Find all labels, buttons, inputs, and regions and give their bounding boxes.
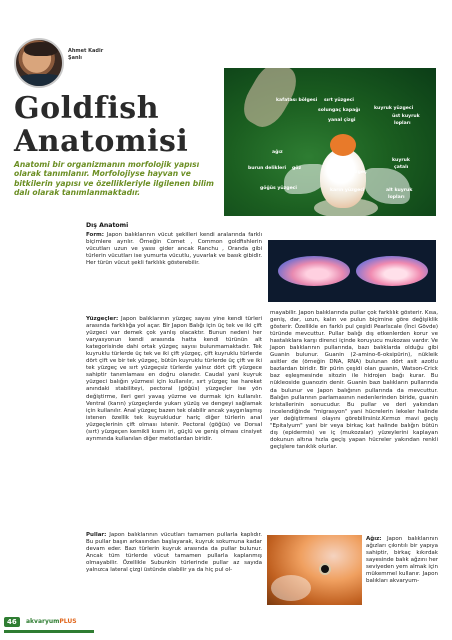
column-1-bottom (86, 532, 262, 578)
label-sirt: sırt yüzgeci (324, 98, 355, 103)
yuzgec-text: Japon balıklarının yüzgeç sayısı yine kendi türleri arasında farklılığa yol açar. Bir Japon Balığı için üç tek ve iki çift yüzgeci var demek çok yanlış olacaktır. Bunun nedeni her varyasyonun kendi arasında hatta kendi türünün alt kategorisinde dahi ortak yüzgeç sayısı bulunmamaktadır. Tek kuyruklu türlerde üç tek ve iki çift yüzgeç, çift kuyruklu türlerde dört çift ve bir tek yüzgeç, bütün kuyruklu türlerde üç çift ve iki tek yüzgeç ve sırt yüzgeçsiz türlerde yalnız dört çift yüzgece sahiptir tanımlaması en doğru olanıdır. Caudal yani kuyruk yüzgeci balığın yüzmesi için kullanılır, sırt yüzgeç ise hareket anındaki stabiliteyi, pectoral (göğüs) yüzgeçler ise yön değiştirme, ileri geri yavaş yüzme ve durmak için kullanılır. Ventral (karın) yüzgeçlerde yukarı yüzüş ve dengeyi sağlamak için kullanılır. Anal yüzgeç bazen tek olabilir ancak yaygınlaşmış istenen özellik tek kuyrukludur hariç diğer türlerin anal yüzgeçlerinin çift olması istenir. Pectoral (göğüs) ve Dorsal (sırt) yüzgeçen kemikli kısmı iri, güçlü ve geniş olması cinsiyet ayrımında kullanılan diğer metotlardan biridir. (86, 316, 263, 442)
page-number: 46 (4, 617, 20, 627)
label-ust-kuyruk-2: lopları (394, 121, 411, 126)
pullar-text: Japon balıklarının vücutları tamamen pullarla kaplıdır. Bu pullar başın arkasından başlayarak, kuyruk sokumuna kadar devam eder. Bazı türlerin kuyruk arasında da pullar bulunur. Ancak tüm türlerde vücut tamamen pullarla kaplanmış olmayabilir. Özellikle Subunkin türlerinde pullar az sayıda yalnızca lateral çizgi üstünde olabilir ya da hiç pul ol- (86, 532, 263, 574)
author-last-name: Şanlı (68, 55, 82, 61)
label-alt-kuyruk: alt kuyruk (386, 188, 413, 193)
form-text: Japon balıklarının vücut şekilleri kendi aralarında farklı biçimlere ayrılır. Örneğin Comet , Common goldfishlerin vücutları uzun ve yassı gider ancak Ranchu , Oranda gibi türlerin vücutları ise yumurta vücutlu, yuvarlak ve basık gibidir. Her türün vücut şekli farklılık gösterebilir. (86, 232, 263, 267)
column-2-agiz (366, 536, 438, 589)
author-first-name: Ahmet Kadir (68, 48, 104, 54)
yuzgec-paragraph (86, 316, 262, 443)
agiz-paragraph (366, 536, 438, 585)
title-line-1: Goldfish (14, 91, 160, 126)
yuzgec-label: Yüzgeçler: (86, 316, 119, 322)
fish-body-image (320, 148, 366, 208)
label-anal: anal yüzgeç (336, 170, 367, 175)
pullar-paragraph (86, 532, 262, 574)
column-1-top (86, 232, 262, 271)
fish-head-image (330, 134, 356, 156)
label-gogus: göğüs yüzgeci (260, 186, 297, 191)
label-solungac: solungaç kapağı (318, 108, 361, 113)
article-title (14, 92, 188, 158)
column-2-text: mayabilir. Japon balıklarında pullar çok farklılık gösterir. Kısa, geniş, dar, uzun, kalın ve pulun biçimine göre değişiklik gösterir. Özellikle en farklı pul çeşidi Pearlscale (İnci Gövde) türünde mevcuttur. Pullar balığı dış etkenlerden korur ve hastalıklara karşı direnci içinde koruyucu mukozası vardır. Ve Japon balıklarının pullarında, bazı balıklarda olduğu gibi Guanin bulunur. Guanin (2-amino-6-oksipürin), nükleik asitler de (örneğin DNA, RNA) bulunan dört asit azotlu bazlardan biridir. Bir pürin çeşidi olan guanin, Watson-Crick baz eşleşmesinde sitozin ile hidrojen bağı kurar. Bu nükleoside guanozin denir. Guanin bazı balıkların pullarında da bulunur ve Japon balığının pullarında da mevcuttur. Balığın pullarının parlamasının nedenlerinden biride, guanin kristallerinin sonucudur. Bu pullar ve deri yakından incelendiğinde "migrasyon" yani hücrelerin lekeler halinde yer değiştirmesi olayını görebilirsiniz.Kırmızı mavi geçiş "Epitalyum" yani bir veya birkaç kat halinde balığın bütün dış (epidermis) ve iç (mukozalar) yüzeylerini kaplayan dokunun altına hızla geçiş yapan hücreler yakından renkli geçişlere tanıklık olurlar. (270, 310, 438, 450)
footer-bar (4, 630, 94, 633)
form-paragraph (86, 232, 262, 267)
article-lede: Anatomi bir organizmanın morfolojik yapısı olarak tanımlanır. Morfolojiyse hayvan ve bitkilerin yapısı ve özellikleriyle ilgilenen bilim dalı olarak tanımlanmaktadır. (14, 160, 214, 198)
label-agiz: ağız (272, 150, 283, 155)
magazine-logo (26, 618, 77, 625)
section-heading: Dış Anatomi (86, 222, 129, 229)
column-1-middle (86, 316, 262, 447)
label-karin: karın yüzgeci (330, 188, 365, 193)
label-kuyruk-catal: kuyruk (392, 158, 410, 163)
title-line-2: Anatomisi (14, 124, 189, 159)
logo-part-b: PLUS (59, 618, 77, 625)
label-goz: göz (292, 166, 302, 171)
author-photo (14, 38, 64, 88)
label-yanal: yanal çizgi (328, 118, 356, 123)
pullar-label: Pullar: (86, 532, 107, 538)
agiz-text: Japon balıklarının ağızları çıkıntılı bir yapıya sahiptir, birkaç kıkırdak sayesinde balık ağzını her seviyeden yem almak için mükemmel kullanır. Japon balıkları akvaryum- (366, 536, 439, 585)
form-label: Form: (86, 232, 104, 238)
label-burun: burun delikleri (248, 166, 287, 171)
fish-anatomy-photo (224, 68, 436, 216)
label-alt-kuyruk-2: lopları (388, 195, 405, 200)
agiz-label: Ağız: (366, 536, 382, 542)
goldfish-tail-photo (268, 240, 436, 302)
label-kafatasi: kafatası bölgesi (276, 98, 318, 103)
author-byline (68, 48, 103, 62)
logo-part-a: akvaryum (26, 618, 60, 625)
label-kuyruk-yuzgeci: kuyruk yüzgeci (374, 106, 414, 111)
label-kuyruk-catal-2: çatalı (394, 165, 409, 170)
label-ust-kuyruk: üst kuyruk (392, 114, 420, 119)
goldfish-head-photo (267, 535, 362, 605)
